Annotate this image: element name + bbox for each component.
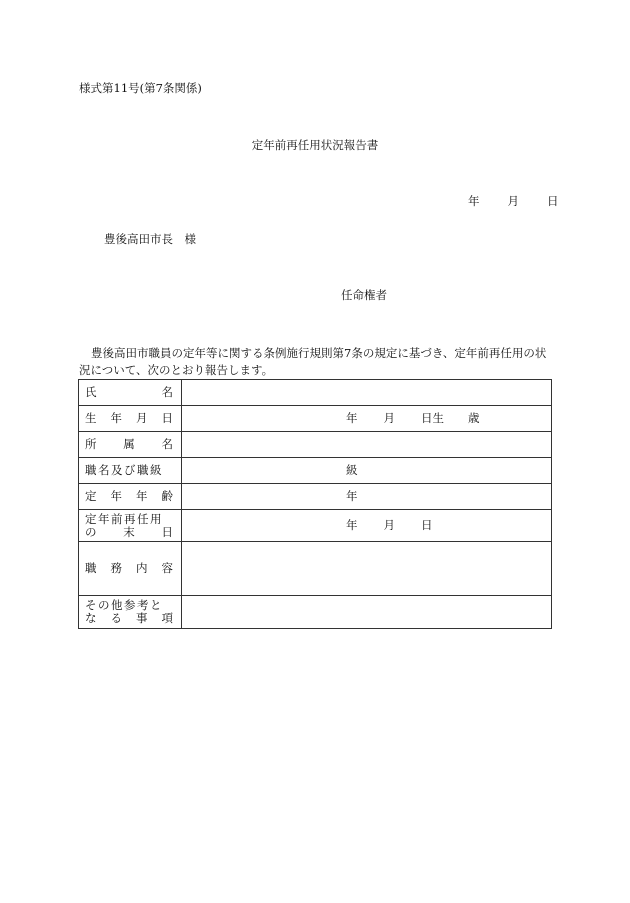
date-day-label: 日 <box>547 194 559 208</box>
table-row <box>79 458 552 484</box>
remarks-field[interactable] <box>182 596 552 629</box>
report-table <box>78 379 552 629</box>
row-label-name: 氏 名 <box>79 380 182 406</box>
row-label-birthdate: 生 年 月 日 <box>79 406 182 432</box>
table-row <box>79 406 552 432</box>
table-row <box>79 542 552 596</box>
table-row <box>79 596 552 629</box>
end-date-field[interactable]: 年 月 日 <box>182 510 552 542</box>
report-date <box>468 193 559 209</box>
date-year-label: 年 <box>468 194 480 208</box>
body-text: 豊後高田市職員の定年等に関する条例施行規則第7条の規定に基づき、定年前再任用の状況について、次のとおり報告します。 <box>79 346 547 377</box>
table-row <box>79 484 552 510</box>
birthdate-field[interactable]: 年 月 日生 歳 <box>182 406 552 432</box>
row-label-retirement-age: 定 年 年 齢 <box>79 484 182 510</box>
row-label-affiliation: 所 属 名 <box>79 432 182 458</box>
table-row <box>79 380 552 406</box>
row-label-remarks: その他参考と な る 事 項 <box>79 596 182 629</box>
addressee: 豊後高田市長 様 <box>104 232 196 246</box>
retirement-age-field[interactable]: 年 <box>182 484 552 510</box>
form-code: 様式第11号(第7条関係) <box>79 81 202 95</box>
name-field[interactable] <box>182 380 552 406</box>
row-label-duties: 職 務 内 容 <box>79 542 182 596</box>
duties-field[interactable] <box>182 542 552 596</box>
document-title: 定年前再任用状況報告書 <box>251 138 379 152</box>
position-grade-field[interactable]: 級 <box>182 458 552 484</box>
table-row <box>79 510 552 542</box>
row-label-end-date: 定年前再任用 の 末 日 <box>79 510 182 542</box>
row-label-position: 職名及び職級 <box>79 458 182 484</box>
appointer-label: 任命権者 <box>341 288 387 302</box>
affiliation-field[interactable] <box>182 432 552 458</box>
date-month-label: 月 <box>507 194 519 208</box>
table-row <box>79 432 552 458</box>
